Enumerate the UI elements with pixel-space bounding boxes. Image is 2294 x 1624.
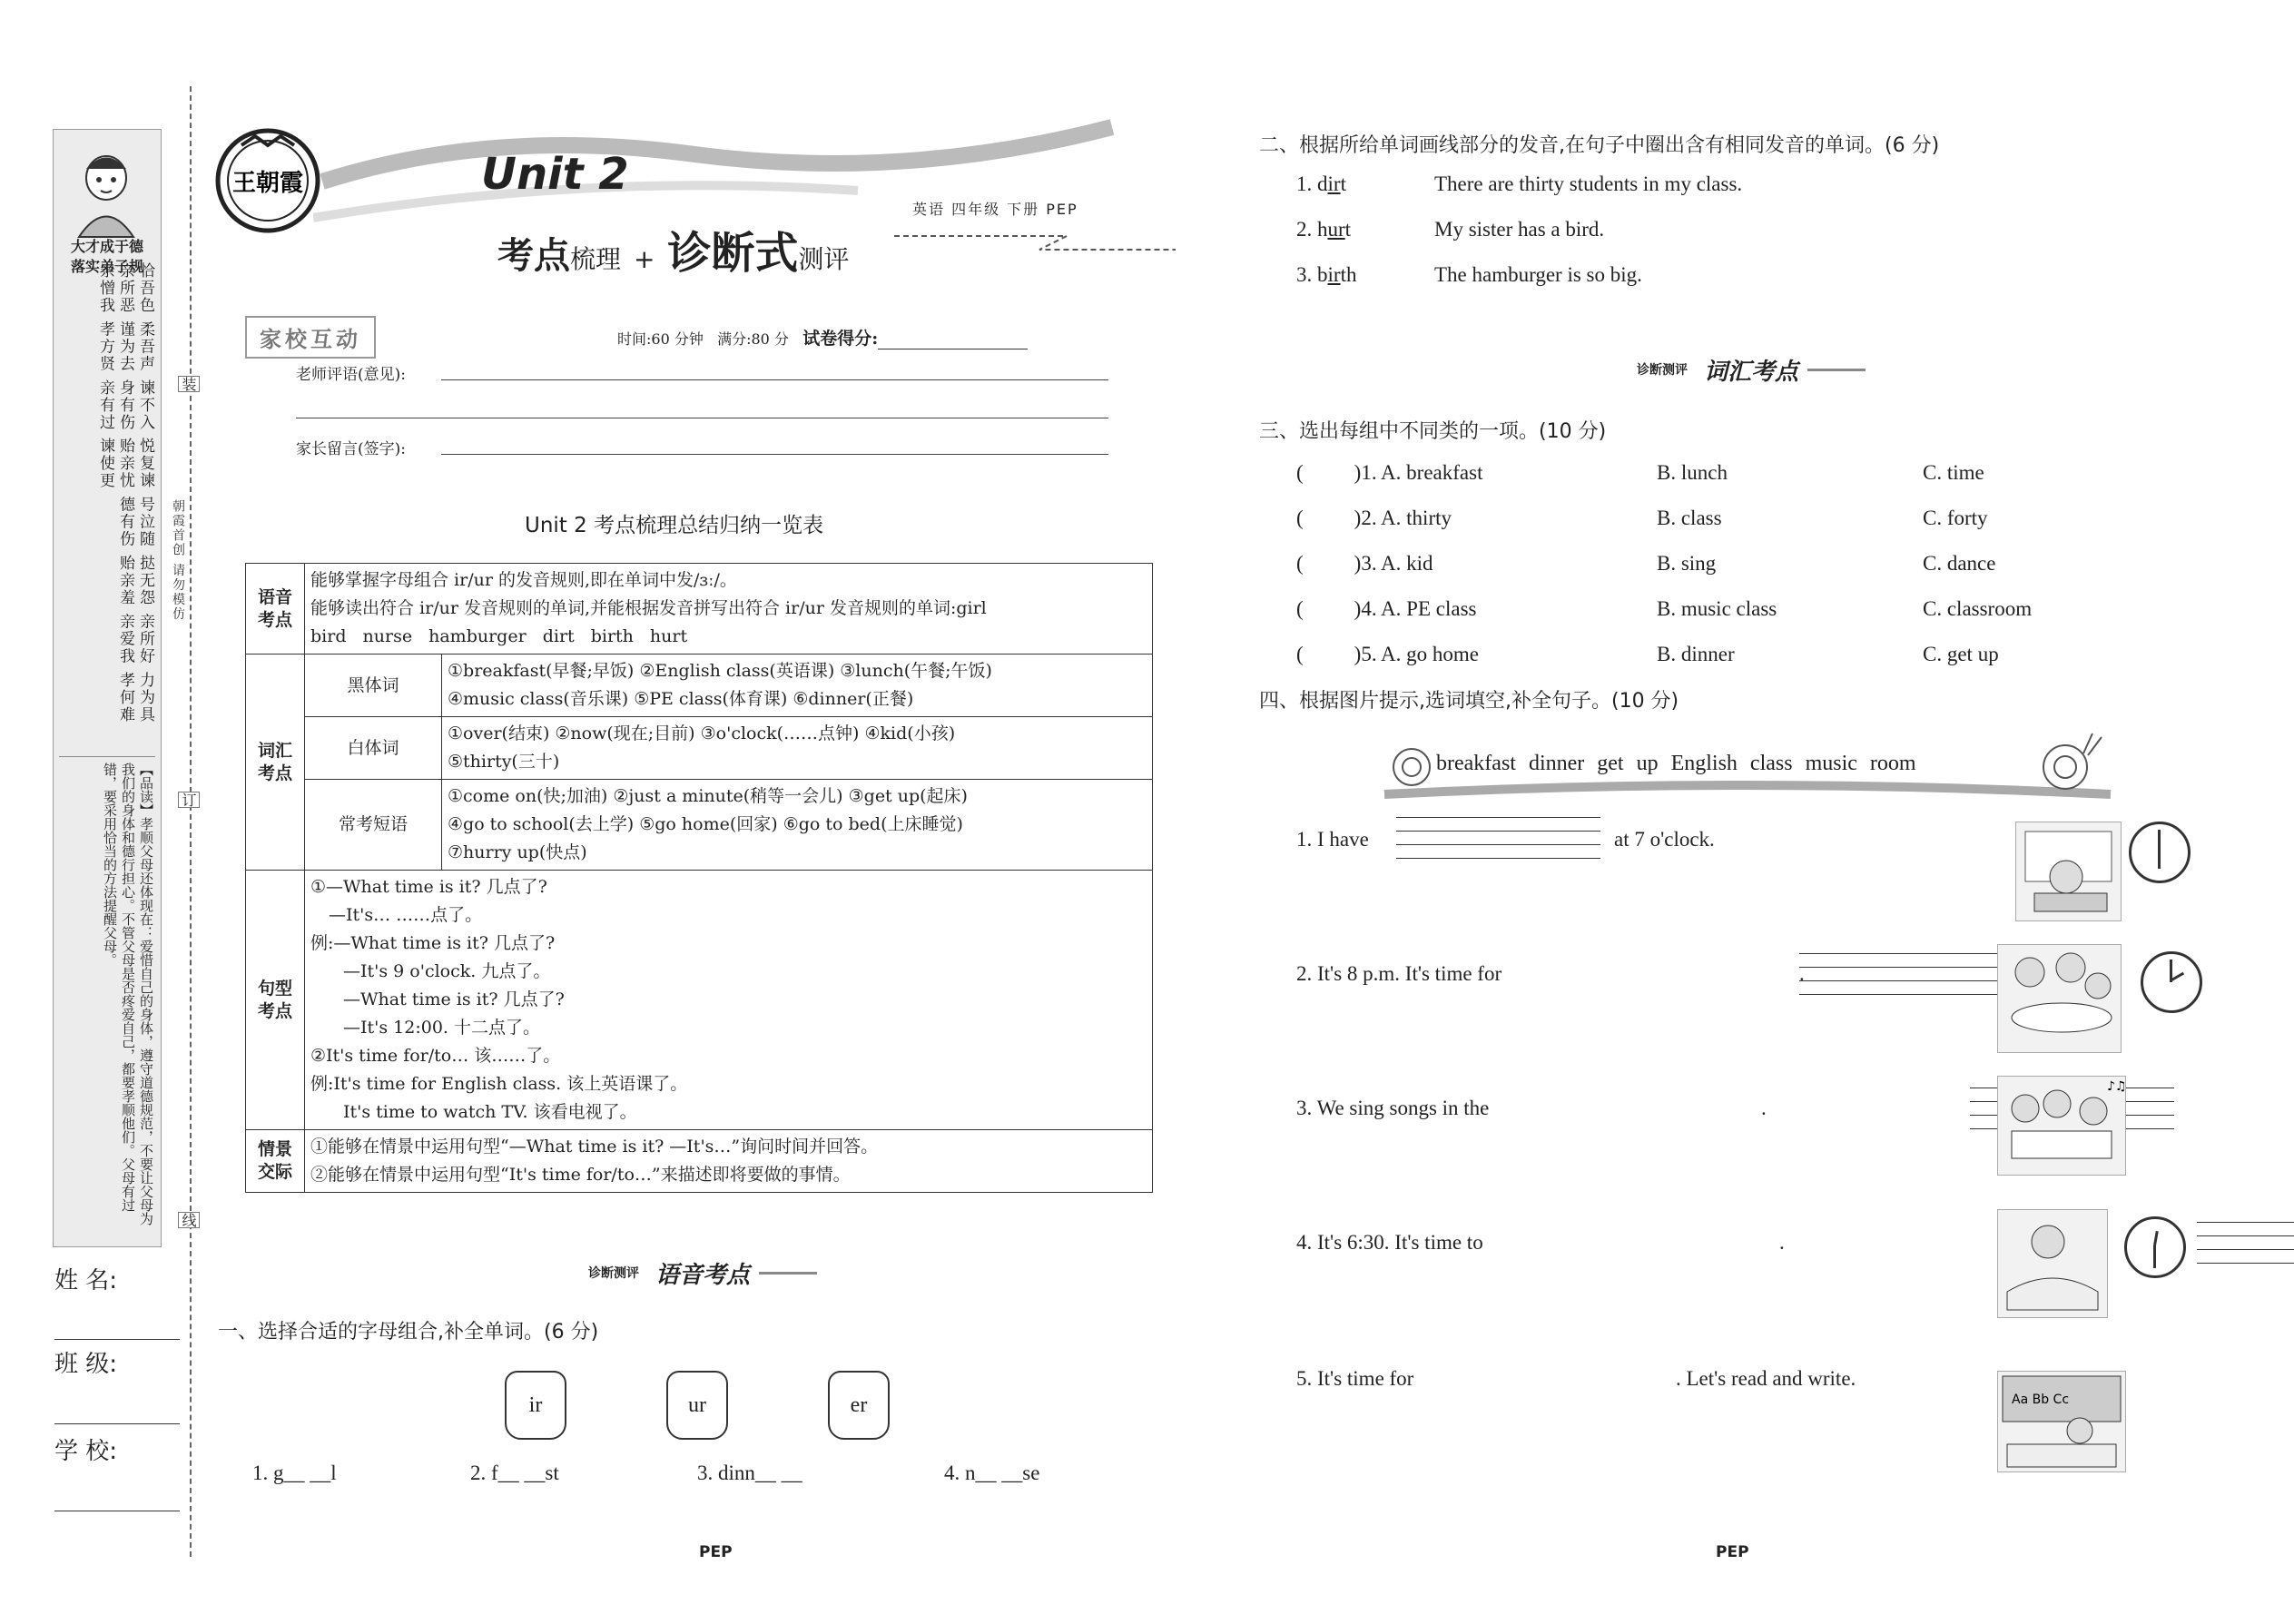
clock-icon bbox=[2129, 822, 2191, 883]
cut-mark: 线 bbox=[178, 1212, 200, 1228]
cut-mark: 订 bbox=[178, 792, 200, 808]
option-box: er bbox=[828, 1371, 890, 1440]
class-field-line[interactable] bbox=[54, 1423, 180, 1424]
banner-title bbox=[497, 218, 849, 281]
phrases-cell bbox=[442, 780, 1153, 871]
table-line: —What time is it? 几点了? bbox=[343, 989, 565, 1009]
underlined-letters: ir bbox=[1327, 172, 1341, 195]
dinner-picture bbox=[1997, 944, 2122, 1053]
choice-b: B. class bbox=[1657, 507, 1722, 529]
section3-heading: 三、选出每组中不同类的一项。(10 分) bbox=[1259, 420, 1607, 443]
choice-a: )5. A. go home bbox=[1354, 643, 1480, 665]
reading-note: 【品读】孝顺父母还体现在：爱惜自己的身体，遵守道德规范，不要让父母为我们的身体和德行担心。不管父母是否疼爱自己，都要孝顺他们。父母有过错，要采用恰当的方法提醒父母。 bbox=[59, 756, 155, 1235]
table-line: 例:It's time for English class. 该上英语课了。 bbox=[310, 1074, 688, 1094]
parent-comment-line[interactable] bbox=[441, 454, 1108, 455]
sound-sentence[interactable]: My sister has a bird. bbox=[1434, 218, 1605, 241]
verse-text: 恰吾色 柔吾声 谏不入 悦复谏 号泣随 挞无怨 亲所好 力为具 亲所恶 谨为去 身有伤 贻亲忧 德有伤 贻亲羞 亲爱我 孝何难 亲憎我 孝方贤 亲有过 谏使更 bbox=[96, 262, 154, 723]
table-line: —It's… ……点了。 bbox=[329, 905, 483, 925]
phrases-label: 常考短语 bbox=[305, 780, 442, 871]
paper-score-field[interactable] bbox=[878, 332, 1028, 349]
choice-c: C. dance bbox=[1923, 552, 1996, 575]
table-line: 能够读出符合 ir/ur 发音规则的单词,并能根据发音拼写出符合 ir/ur 发音规则的单词:girl bbox=[310, 598, 987, 618]
sentence-cell bbox=[305, 871, 1153, 1130]
phonics-cell bbox=[305, 564, 1153, 655]
fill-sentence-start: 2. It's 8 p.m. It's time for bbox=[1296, 962, 1502, 985]
cut-line bbox=[190, 86, 192, 1557]
underlined-letters: ur bbox=[1327, 218, 1345, 241]
fill-item[interactable]: 3. dinn__ __ bbox=[697, 1462, 802, 1484]
word-part: 3. b bbox=[1296, 263, 1328, 286]
word-part: 1. d bbox=[1296, 172, 1328, 195]
choice-c: C. time bbox=[1923, 461, 1984, 484]
table-line: ②能够在情景中运用句型“It's time for/to…”来描述即将要做的事情。 bbox=[310, 1165, 851, 1185]
banner-part: 诊断式 bbox=[667, 228, 799, 279]
section-tag-phonics bbox=[581, 1257, 817, 1288]
grade-tag: 英语 四年级 下册 PEP bbox=[912, 201, 1078, 218]
table-line: —It's 9 o'clock. 九点了。 bbox=[343, 961, 551, 981]
choice-a: )1. A. breakfast bbox=[1354, 461, 1483, 484]
choice-c: C. forty bbox=[1923, 507, 1988, 529]
word-part: th bbox=[1340, 263, 1357, 286]
tag-arrow bbox=[1807, 369, 1866, 371]
sentence-label: 句型考点 bbox=[246, 871, 305, 1130]
choice-c: C. get up bbox=[1923, 643, 1999, 665]
table-line: ④go to school(去上学) ⑤go home(回家) ⑥go to bed(上床睡觉) bbox=[448, 814, 963, 834]
page-footer-left: PEP bbox=[699, 1543, 733, 1561]
sound-item bbox=[1296, 263, 1356, 287]
answer-blank[interactable] bbox=[1396, 817, 1600, 859]
choice-a: )2. A. thirty bbox=[1354, 507, 1452, 529]
fill-sentence-end: at 7 o'clock. bbox=[1614, 828, 1715, 851]
tag-arrow bbox=[759, 1272, 817, 1275]
answer-blank[interactable] bbox=[2197, 1222, 2294, 1264]
white-words-label: 白体词 bbox=[305, 717, 442, 780]
home-school-badge: 家校互动 bbox=[245, 316, 376, 359]
fill-item[interactable]: 1. g__ __l bbox=[252, 1462, 337, 1484]
section4-heading: 四、根据图片提示,选词填空,补全句子。(10 分) bbox=[1259, 690, 1679, 713]
choice-b: B. sing bbox=[1657, 552, 1717, 575]
unit-title: Unit 2 bbox=[481, 149, 629, 200]
name-label: 姓 名: bbox=[54, 1267, 118, 1294]
choice-a: )4. A. PE class bbox=[1354, 597, 1477, 620]
fill-sentence-start: 4. It's 6:30. It's time to bbox=[1296, 1231, 1483, 1254]
banner-part: + bbox=[633, 244, 655, 274]
word-part: t bbox=[1344, 218, 1352, 241]
banner-part: 测评 bbox=[798, 244, 850, 274]
table-line: bird nurse hamburger dirt birth hurt bbox=[310, 626, 688, 646]
fill-sentence-start: 5. It's time for bbox=[1296, 1367, 1414, 1390]
section-tag-vocab bbox=[1629, 354, 1866, 385]
page-footer-right: PEP bbox=[1716, 1543, 1749, 1561]
choice-row: ( )1. A. breakfast bbox=[1296, 461, 1483, 484]
tag-big: 语音考点 bbox=[655, 1261, 751, 1289]
svg-text:Aa Bb Cc: Aa Bb Cc bbox=[2012, 1393, 2070, 1407]
score-label: 满分:80 分 bbox=[717, 330, 789, 348]
fill-item[interactable]: 4. n__ __se bbox=[944, 1462, 1040, 1484]
parent-comment-label: 家长留言(签字): bbox=[296, 440, 406, 458]
choice-row: ( )3. A. kid bbox=[1296, 552, 1433, 575]
summary-table bbox=[245, 563, 1153, 1193]
summary-title: Unit 2 考点梳理总结归纳一览表 bbox=[525, 514, 824, 537]
word-bank: breakfast dinner get up English class music room bbox=[1436, 752, 1916, 775]
table-line: It's time to watch TV. 该看电视了。 bbox=[343, 1102, 637, 1122]
vocab-label: 词汇考点 bbox=[246, 655, 305, 871]
sound-item bbox=[1296, 172, 1346, 196]
word-part: t bbox=[1340, 172, 1346, 195]
tag-small: 诊断测评 bbox=[588, 1266, 639, 1281]
option-box: ir bbox=[505, 1371, 566, 1440]
table-line: ①能够在情景中运用句型“—What time is it? —It's…”询问时间并回答。 bbox=[310, 1137, 879, 1156]
section1-heading: 一、选择合适的字母组合,补全单词。(6 分) bbox=[218, 1321, 599, 1343]
left-sidebar bbox=[53, 129, 162, 1247]
banner-part: 梳理 bbox=[570, 244, 622, 274]
table-line: ①—What time is it? 几点了? bbox=[310, 877, 547, 897]
table-line: 能够掌握字母组合 ir/ur 的发音规则,即在单词中发/ɜː/。 bbox=[310, 570, 737, 590]
name-field-line[interactable] bbox=[54, 1339, 180, 1340]
scholar-mascot-icon bbox=[61, 137, 152, 246]
option-box: ur bbox=[666, 1371, 728, 1440]
table-line: —It's 12:00. 十二点了。 bbox=[343, 1018, 540, 1038]
choice-c: C. classroom bbox=[1923, 597, 2033, 620]
logo-text: 王朝霞 bbox=[231, 170, 304, 197]
white-words-cell bbox=[442, 717, 1153, 780]
english-class-picture bbox=[1997, 1371, 2126, 1472]
phonics-label: 语音考点 bbox=[246, 564, 305, 655]
choice-row: ( )5. A. go home bbox=[1296, 643, 1480, 665]
fill-sentence-start: 1. I have bbox=[1296, 828, 1369, 851]
table-line: ①breakfast(早餐;早饭) ②English class(英语课) ③lunch(午餐;午饭) bbox=[448, 661, 992, 681]
cut-mark: 装 bbox=[178, 376, 200, 392]
paper-score-label: 试卷得分: bbox=[802, 329, 879, 349]
brand-logo bbox=[214, 127, 321, 234]
bold-words-cell bbox=[442, 655, 1153, 717]
fill-sentence-end: . Let's read and write. bbox=[1676, 1367, 1856, 1390]
fill-sentence-start: 3. We sing songs in the bbox=[1296, 1097, 1490, 1119]
exam-meta bbox=[617, 325, 1028, 349]
sound-sentence[interactable]: The hamburger is so big. bbox=[1434, 263, 1642, 286]
time-label: 时间:60 分钟 bbox=[617, 330, 704, 348]
choice-b: B. dinner bbox=[1657, 643, 1735, 665]
context-cell bbox=[305, 1130, 1153, 1193]
copyright-note: 朝霞首创 请勿模仿 bbox=[171, 499, 185, 622]
table-line: ⑤thirty(三十) bbox=[448, 752, 560, 772]
sound-item bbox=[1296, 218, 1351, 241]
get-up-picture bbox=[1997, 1209, 2108, 1318]
fill-item[interactable]: 2. f__ __st bbox=[470, 1462, 559, 1484]
class-label: 班 级: bbox=[54, 1351, 118, 1378]
table-line: ②It's time for/to… 该……了。 bbox=[310, 1046, 561, 1066]
tag-small: 诊断测评 bbox=[1637, 363, 1688, 378]
answer-blank[interactable] bbox=[1799, 953, 2004, 995]
school-label: 学 校: bbox=[54, 1438, 118, 1465]
motto-line: 大才成于德 bbox=[70, 238, 143, 255]
breakfast-picture bbox=[2015, 822, 2122, 921]
table-line: ⑦hurry up(快点) bbox=[448, 842, 587, 862]
choice-b: B. music class bbox=[1657, 597, 1777, 620]
bold-words-label: 黑体词 bbox=[305, 655, 442, 717]
clock-icon bbox=[2141, 951, 2202, 1013]
motto-line: 落实弟子规 bbox=[70, 258, 143, 275]
tag-big: 词汇考点 bbox=[1704, 358, 1799, 386]
table-line: ①come on(快;加油) ②just a minute(稍等一会儿) ③get up(起床) bbox=[448, 786, 968, 806]
banner-part: 考点 bbox=[497, 235, 570, 277]
table-line: ①over(结束) ②now(现在;目前) ③o'clock(……点钟) ④kid(小孩) bbox=[448, 723, 956, 743]
choice-b: B. lunch bbox=[1657, 461, 1728, 484]
section2-heading: 二、根据所给单词画线部分的发音,在句子中圈出含有相同发音的单词。(6 分) bbox=[1259, 134, 1940, 157]
table-line: 例:—What time is it? 几点了? bbox=[310, 933, 556, 953]
underlined-letters: ir bbox=[1327, 263, 1341, 286]
choice-row: ( )2. A. thirty bbox=[1296, 507, 1452, 529]
choice-a: )3. A. kid bbox=[1354, 552, 1433, 575]
context-label: 情景交际 bbox=[246, 1130, 305, 1193]
fill-sentence-end: . bbox=[1779, 1231, 1785, 1254]
fill-sentence-end: . bbox=[1799, 962, 1805, 985]
sound-sentence[interactable]: There are thirty students in my class. bbox=[1434, 172, 1743, 195]
svg-text:♪♫: ♪♫ bbox=[2107, 1079, 2125, 1094]
music-room-picture bbox=[1997, 1076, 2126, 1176]
table-line: ④music class(音乐课) ⑤PE class(体育课) ⑥dinner(正餐) bbox=[448, 689, 914, 709]
word-part: 2. h bbox=[1296, 218, 1328, 241]
teacher-comment-label: 老师评语(意见): bbox=[296, 366, 406, 384]
fill-sentence-end: . bbox=[1761, 1097, 1767, 1119]
choice-row: ( )4. A. PE class bbox=[1296, 597, 1477, 620]
clock-icon bbox=[2124, 1216, 2186, 1278]
teacher-comment-line[interactable] bbox=[441, 379, 1108, 380]
